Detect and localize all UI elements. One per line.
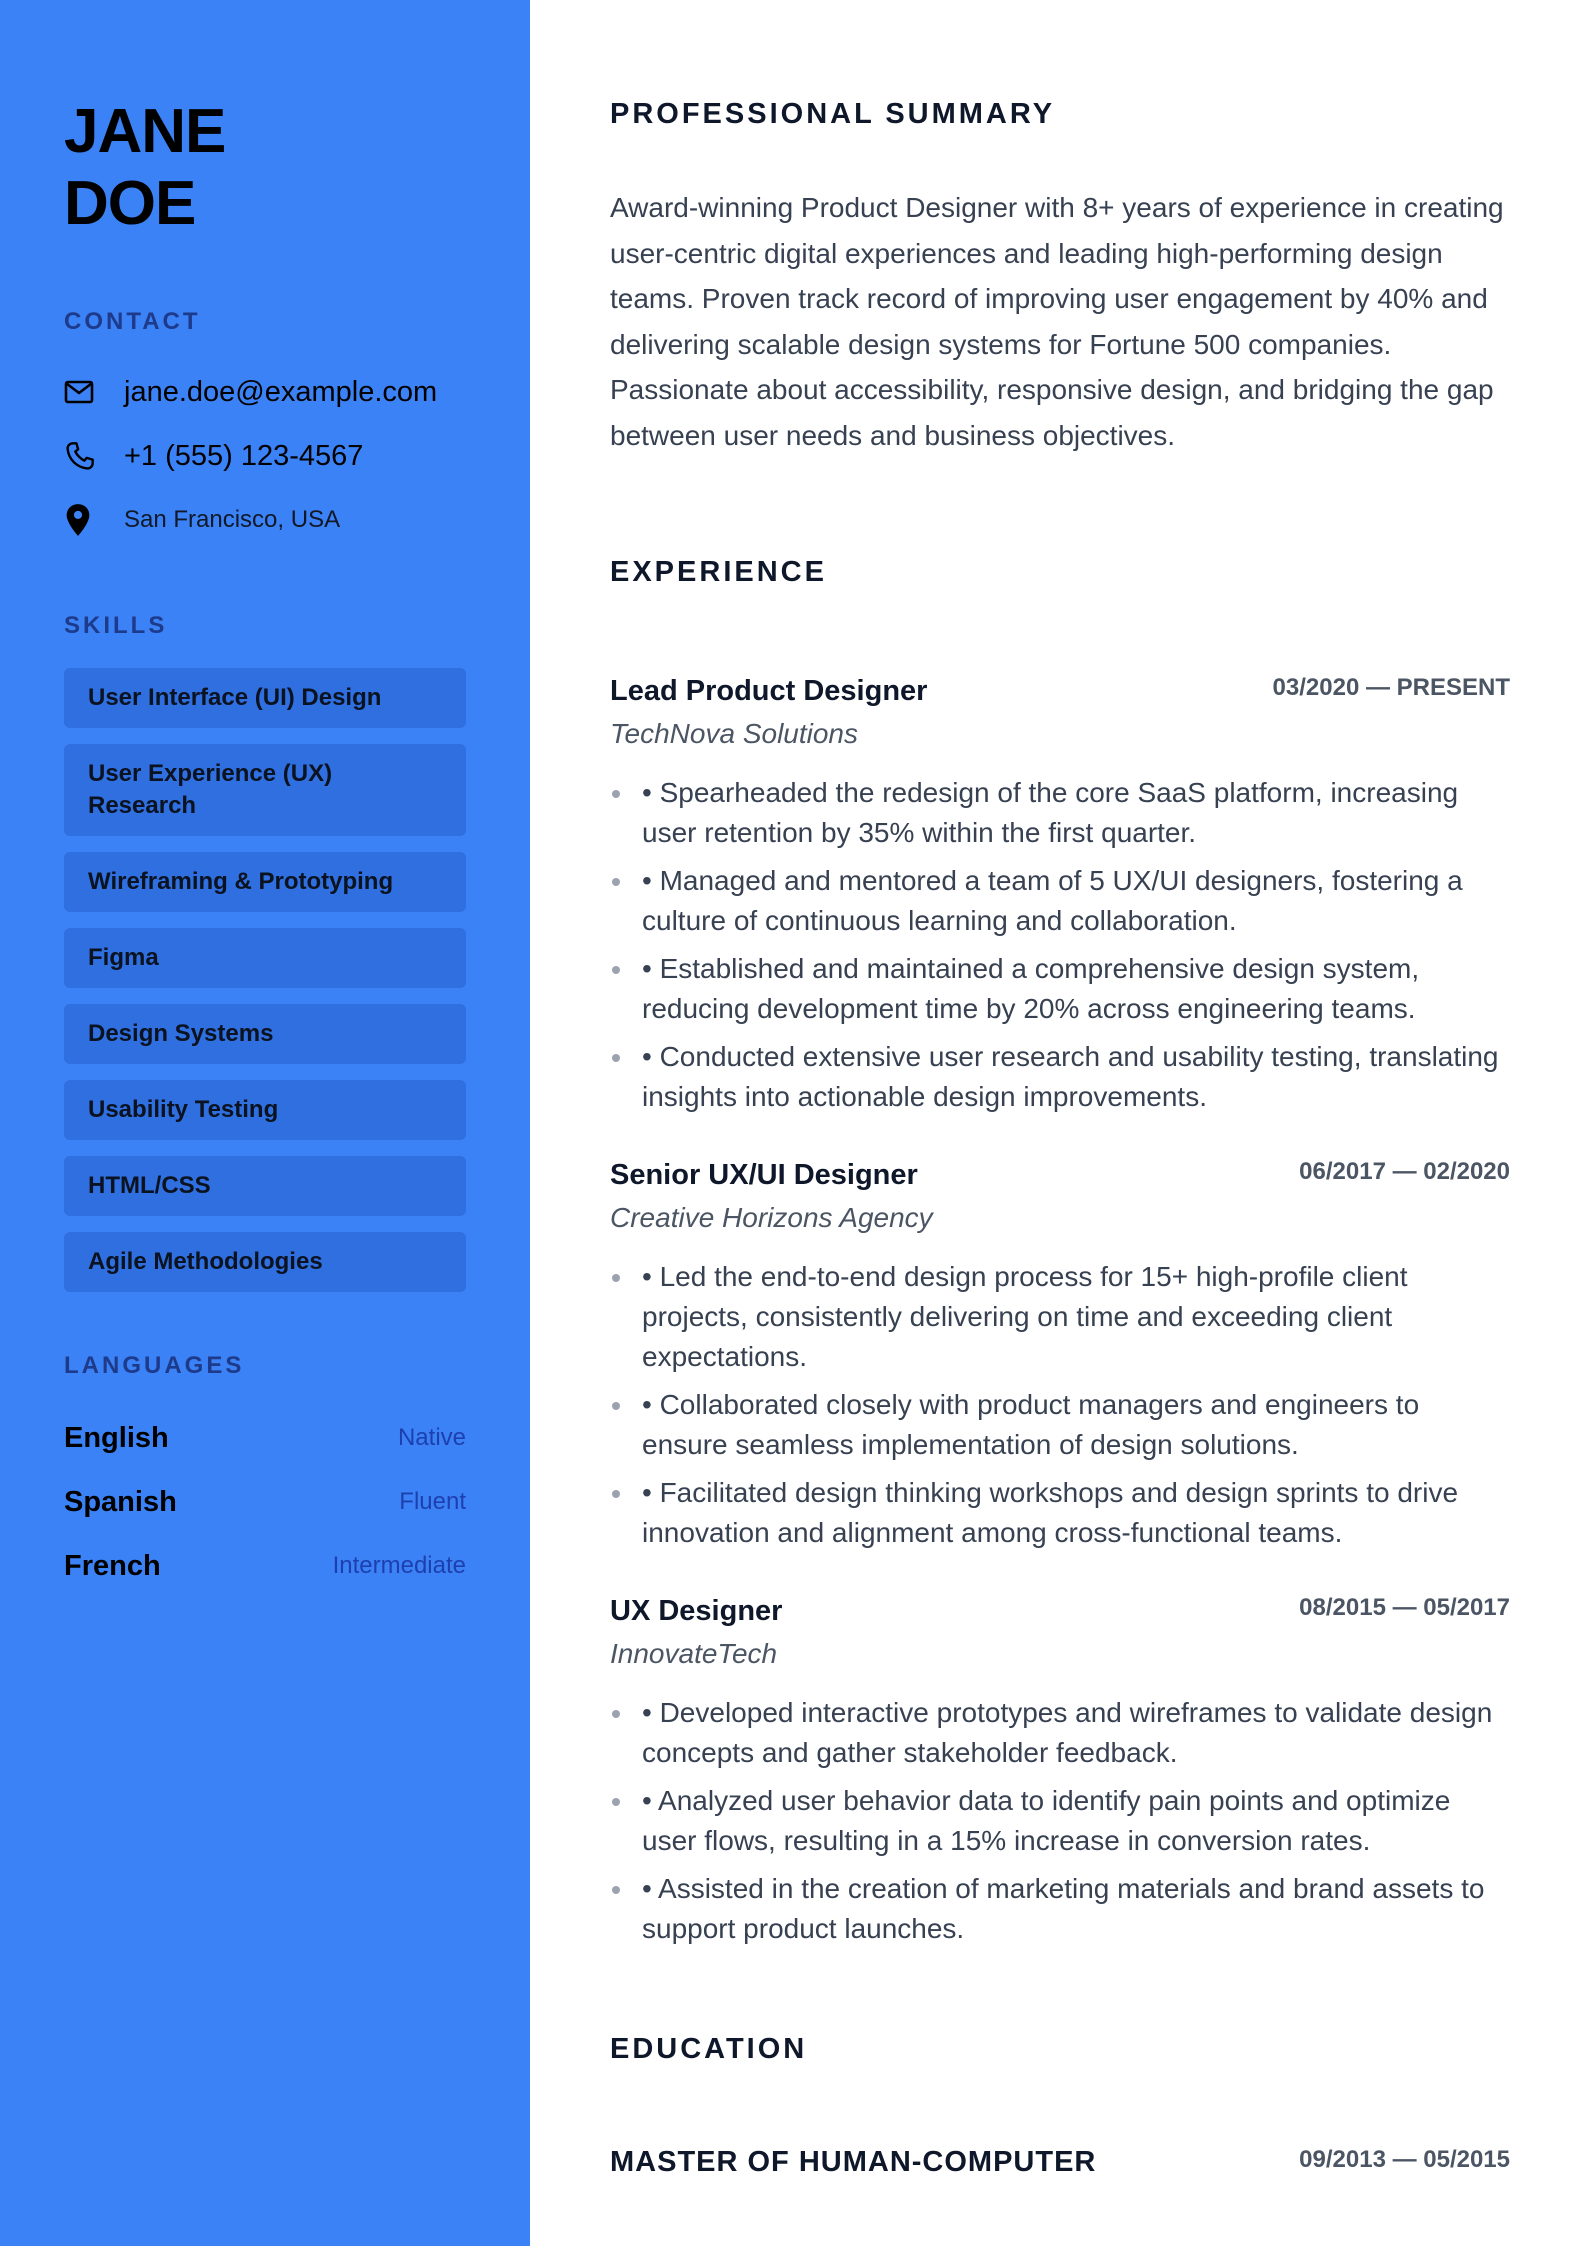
job-bullet (610, 1693, 1510, 1773)
job-bullet (610, 1257, 1510, 1377)
bullet-dot-icon (612, 1798, 620, 1806)
job-bullet (610, 1385, 1510, 1465)
job-entry (610, 673, 1510, 1117)
contact-email[interactable] (64, 360, 466, 424)
job-bullet (610, 861, 1510, 941)
language-item (64, 1470, 466, 1534)
language-item (64, 1534, 466, 1598)
email-text: jane.doe@example.com (124, 375, 438, 408)
summary-text: Award-winning Product Designer with 8+ years of experience in creating user-centric digital experiences and leading high-performing design teams. Proven track record of improving user engagement by 40% and delivering scalable design systems for Fortune 500 companies. Passionate about accessibility, responsive design, and bridging the gap between user needs and business objectives. (610, 192, 1504, 451)
bullet-text: • Collaborated closely with product managers and engineers to ensure seamless implementation of design solutions. (642, 1389, 1420, 1460)
language-level: Fluent (399, 1488, 466, 1515)
bullet-dot-icon (612, 1710, 620, 1718)
map-pin-icon (64, 502, 124, 538)
phone-icon (64, 438, 124, 474)
job-bullet (610, 1037, 1510, 1117)
bullet-text: • Facilitated design thinking workshops and design sprints to drive innovation and alignment among cross-functional teams. (642, 1477, 1459, 1548)
language-name: French (64, 1549, 161, 1582)
bullet-text: • Led the end-to-end design process for 15+ high-profile client projects, consistently delivering on time and exceeding client expectations. (642, 1261, 1408, 1372)
job-dates: 08/2015 — 05/2017 (1299, 1594, 1510, 1621)
job-bullet (610, 949, 1510, 1029)
job-bullet (610, 773, 1510, 853)
education-heading: EDUCATION (610, 2033, 808, 2065)
job-company: Creative Horizons Agency (610, 1202, 933, 1233)
bullet-text: • Spearheaded the redesign of the core SaaS platform, increasing user retention by 35% within the first quarter. (642, 777, 1459, 848)
bullet-dot-icon (612, 878, 620, 886)
skill-chip: Design Systems (64, 1004, 466, 1064)
skill-chip: Wireframing & Prototyping (64, 852, 466, 912)
job-bullets (610, 1693, 1510, 1949)
location-text: San Francisco, USA (124, 506, 341, 533)
bullet-text: • Developed interactive prototypes and wireframes to validate design concepts and gather stakeholder feedback. (642, 1697, 1493, 1768)
education-dates: 09/2013 — 05/2015 (1299, 2146, 1510, 2173)
job-bullets (610, 1257, 1510, 1553)
bullet-dot-icon (612, 1402, 620, 1410)
skill-chip: Agile Methodologies (64, 1232, 466, 1292)
bullet-dot-icon (612, 1054, 620, 1062)
bullet-dot-icon (612, 1490, 620, 1498)
bullet-text: • Assisted in the creation of marketing materials and brand assets to support product launches. (642, 1873, 1485, 1944)
job-title: Lead Product Designer (610, 675, 928, 707)
skill-chip: Figma (64, 928, 466, 988)
bullet-text: • Established and maintained a comprehensive design system, reducing development time by 20% across engineering teams. (642, 953, 1420, 1024)
job-entry (610, 1593, 1510, 1949)
education-entry (610, 2146, 1510, 2179)
bullet-dot-icon (612, 790, 620, 798)
job-bullet (610, 1473, 1510, 1553)
bullet-text: • Analyzed user behavior data to identify pain points and optimize user flows, resulting in a 15% increase in conversion rates. (642, 1785, 1451, 1856)
bullet-dot-icon (612, 1274, 620, 1282)
experience-list (610, 673, 1510, 1949)
job-company: TechNova Solutions (610, 718, 859, 749)
job-entry (610, 1157, 1510, 1553)
language-name: English (64, 1421, 169, 1454)
contact-phone[interactable] (64, 424, 466, 488)
job-dates: 03/2020 — PRESENT (1272, 674, 1510, 701)
contact-location (64, 488, 466, 552)
mail-icon (64, 374, 124, 410)
skills-heading: SKILLS (64, 612, 168, 639)
job-company: InnovateTech (610, 1638, 778, 1669)
bullet-dot-icon (612, 966, 620, 974)
language-level: Intermediate (332, 1552, 466, 1579)
job-bullet (610, 1781, 1510, 1861)
bullet-text: • Conducted extensive user research and usability testing, translating insights into actionable design improvements. (642, 1041, 1499, 1112)
education-degree: MASTER OF HUMAN-COMPUTER (610, 2146, 1097, 2178)
contact-list (64, 360, 466, 552)
phone-text: +1 (555) 123-4567 (124, 439, 364, 472)
language-name: Spanish (64, 1485, 177, 1518)
first-name: JANE (64, 97, 226, 166)
job-bullet (610, 1869, 1510, 1949)
language-level: Native (397, 1424, 466, 1451)
job-header (610, 673, 1510, 709)
main-content (530, 0, 1588, 2246)
skill-chip: Usability Testing (64, 1080, 466, 1140)
job-title: Senior UX/UI Designer (610, 1159, 918, 1191)
job-bullets (610, 773, 1510, 1117)
candidate-name (64, 96, 466, 240)
bullet-dot-icon (612, 1886, 620, 1894)
job-dates: 06/2017 — 02/2020 (1299, 1158, 1510, 1185)
job-header (610, 1157, 1510, 1193)
job-title: UX Designer (610, 1595, 783, 1627)
job-header (610, 1593, 1510, 1629)
experience-heading: EXPERIENCE (610, 556, 827, 588)
skill-chip: User Interface (UI) Design (64, 668, 466, 728)
sidebar (0, 0, 530, 2246)
language-item (64, 1406, 466, 1470)
languages-heading: LANGUAGES (64, 1352, 245, 1379)
last-name: DOE (64, 169, 196, 238)
skills-list (64, 668, 466, 1292)
summary-heading: PROFESSIONAL SUMMARY (610, 98, 1056, 130)
bullet-text: • Managed and mentored a team of 5 UX/UI designers, fostering a culture of continuous learning and collaboration. (642, 865, 1463, 936)
skill-chip: HTML/CSS (64, 1156, 466, 1216)
skill-chip: User Experience (UX) Research (64, 744, 466, 836)
contact-heading: CONTACT (64, 308, 201, 335)
languages-list (64, 1406, 466, 1598)
